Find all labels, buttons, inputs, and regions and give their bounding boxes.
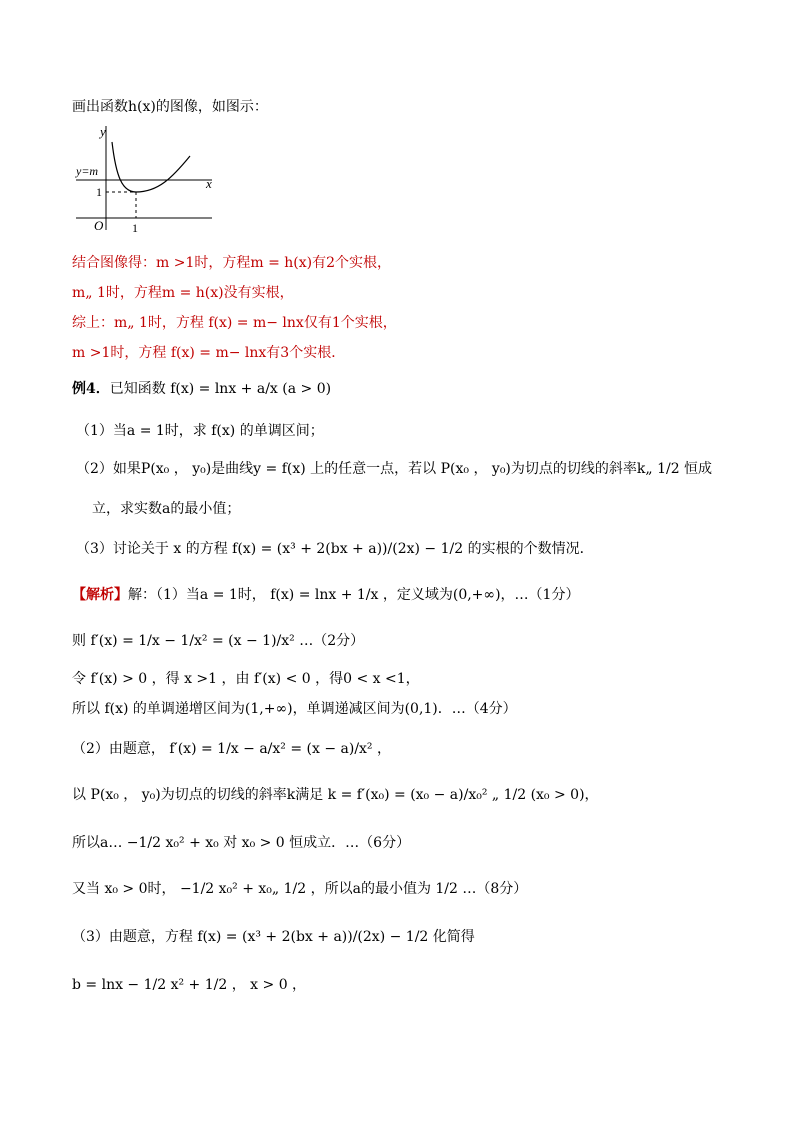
solution-label: 【解析】: [72, 587, 128, 603]
y-axis-label: y: [100, 124, 106, 139]
question-1: （1）当a = 1时，求 f(x) 的单调区间；: [76, 423, 324, 439]
result-line-1: 结合图像得：m >1时，方程m = h(x)有2个实根，: [72, 255, 392, 271]
solution-step-1-row: [72, 584, 579, 604]
solution-step-4: 所以 f(x) 的单调递增区间为(1,+∞)，单调递减区间为(0,1)．…（4分）: [72, 701, 517, 717]
solution-step-7: 所以a… −1/2 x₀² + x₀ 对 x₀ > 0 恒成立．…（6分）: [72, 835, 411, 851]
x-tick-1: 1: [132, 221, 138, 235]
result-line-3: 综上：m„ 1时，方程 f(x) = m− lnx仅有1个实根，: [72, 315, 397, 331]
x-axis-label: x: [206, 176, 212, 191]
solution-step-9: （3）由题意，方程 f(x) = (x³ + 2(bx + a))/(2x) − 1/2 化简得: [72, 929, 475, 945]
solution-step-5: （2）由题意， f′(x) = 1/x − a/x² = (x − a)/x² ，: [72, 741, 391, 757]
origin-label: O: [94, 218, 104, 233]
question-3: （3）讨论关于 x 的方程 f(x) = (x³ + 2(bx + a))/(2x) − 1/2 的实根的个数情况．: [76, 541, 594, 557]
function-graph: [72, 124, 222, 236]
example-stem: 已知函数 f(x) = lnx + a/x (a > 0): [109, 381, 332, 397]
question-2b: 立，求实数a的最小值；: [92, 501, 241, 517]
example-heading: [72, 378, 331, 398]
question-2a: （2）如果P(x₀ ， y₀)是曲线y = f(x) 上的任意一点，若以 P(x₀ ， y₀)为切点的切线的斜率k„ 1/2 恒成: [76, 461, 713, 477]
solution-step-10: b = lnx − 1/2 x² + 1/2 ， x > 0 ，: [72, 977, 307, 993]
y-tick-1: 1: [96, 185, 102, 199]
intro-text: 画出函数h(x)的图像，如图示：: [72, 99, 268, 115]
solution-step-3: 令 f′(x) > 0 ，得 x >1 ，由 f′(x) < 0 ，得0 < x <1，: [72, 671, 420, 687]
solution-step-6: 以 P(x₀ ， y₀)为切点的切线的斜率k满足 k = f′(x₀) = (x₀ − a)/x₀² „ 1/2 (x₀ > 0)，: [72, 787, 599, 803]
result-line-2: m„ 1时，方程m = h(x)没有实根，: [72, 285, 294, 301]
solution-step-1: 解：（1）当a = 1时， f(x) = lnx + 1/x ，定义域为(0,+∞)，…（1分）: [128, 587, 580, 603]
result-line-4: m >1时，方程 f(x) = m− lnx有3个实根．: [72, 345, 346, 361]
example-title: 例4．: [72, 381, 110, 397]
curve-h: [112, 142, 190, 192]
solution-step-2: 则 f′(x) = 1/x − 1/x² = (x − 1)/x² …（2分）: [72, 633, 365, 649]
line-label: y=m: [76, 164, 99, 178]
solution-step-8: 又当 x₀ > 0时， −1/2 x₀² + x₀„ 1/2 ，所以a的最小值为 1/2 …（8分）: [72, 881, 528, 897]
